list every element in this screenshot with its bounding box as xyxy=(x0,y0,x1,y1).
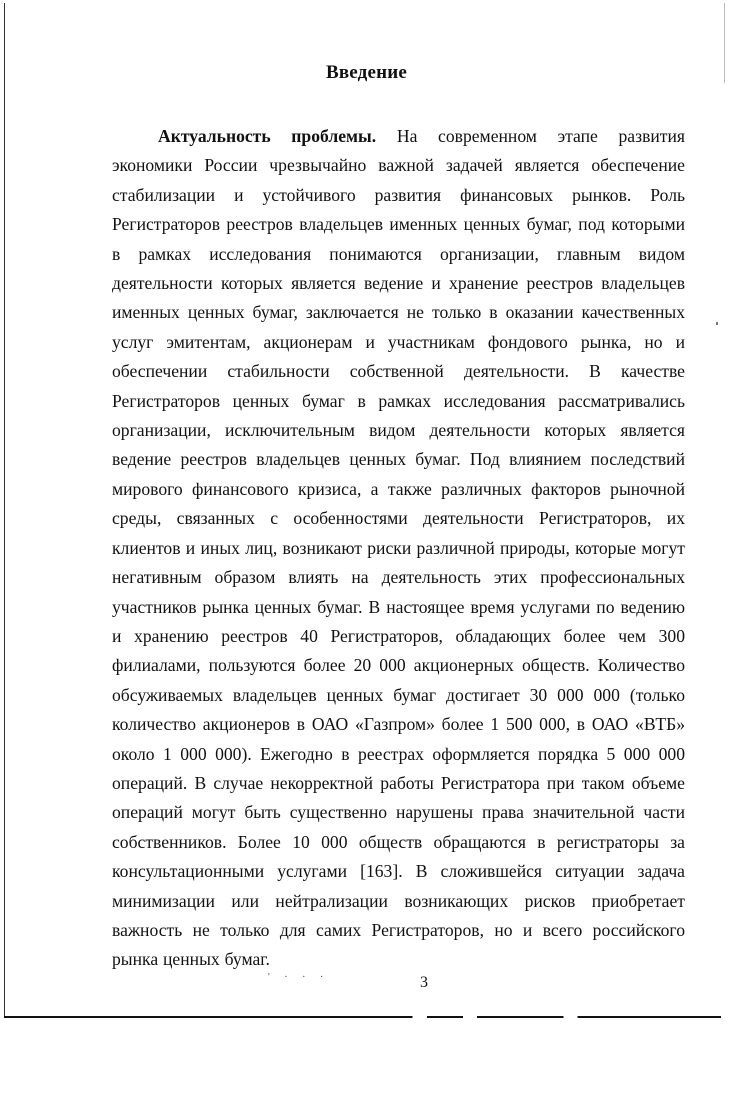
footer-dots: ' · · · xyxy=(268,972,330,983)
scan-artifact xyxy=(716,322,718,325)
page-border-bottom xyxy=(4,1016,721,1018)
intro-paragraph xyxy=(112,122,685,975)
page-number: 3 xyxy=(420,974,428,991)
page-border-left xyxy=(4,3,5,1017)
page-title: Введение xyxy=(325,62,408,83)
paragraph-body: На современном этапе развития экономики России чрезвычайно важной задачей является обеспечение стабилизации и устойчивого развития финансовых рынков. Роль Регистраторов реестров владельцев именных ценных бумаг, под которыми в рамках исследования понимаются организации, главным видом деятельности которых является ведение и хранение реестров владельцев именных ценных бумаг, заключается не только в оказании качественных услуг эмитентам, акционерам и участникам фондового рынка, но и обеспечении стабильности собственной деятельности. В качестве Регистраторов ценных бумаг в рамках исследования рассматривались организации, исключительным видом деятельности которых является ведение реестров владельцев ценных бумаг. Под влиянием последствий мирового финансового кризиса, а также различных факторов рыночной среды, связанных с особенностями деятельности Регистраторов, их клиентов и иных лиц, возникают риски различной природы, которые могут негативным образом влиять на деятельность этих профессиональных участников рынка ценных бумаг. В настоящее время услугами по ведению и хранению реестров 40 Регистраторов, обладающих более чем 300 филиалами, пользуются более 20 000 акционерных обществ. Количество обсуживаемых владельцев ценных бумаг достигает 30 000 000 (только количество акционеров в ОАО «Газпром» более 1 500 000, в ОАО «ВТБ» около 1 000 000). Ежегодно в реестрах оформляется порядка 5 000 000 операций. В случае некорректной работы Регистратора при таком объеме операций могут быть существенно нарушены права значительной части собственников. Более 10 000 обществ обращаются в регистраторы за консультационными услугами [163]. В сложившейся ситуации задача минимизации или нейтрализации возникающих рисков приобретает важность не только для самих Регистраторов, но и всего российского рынка ценных бумаг. xyxy=(112,126,685,970)
paragraph-lead: Актуальность проблемы. xyxy=(158,126,377,146)
